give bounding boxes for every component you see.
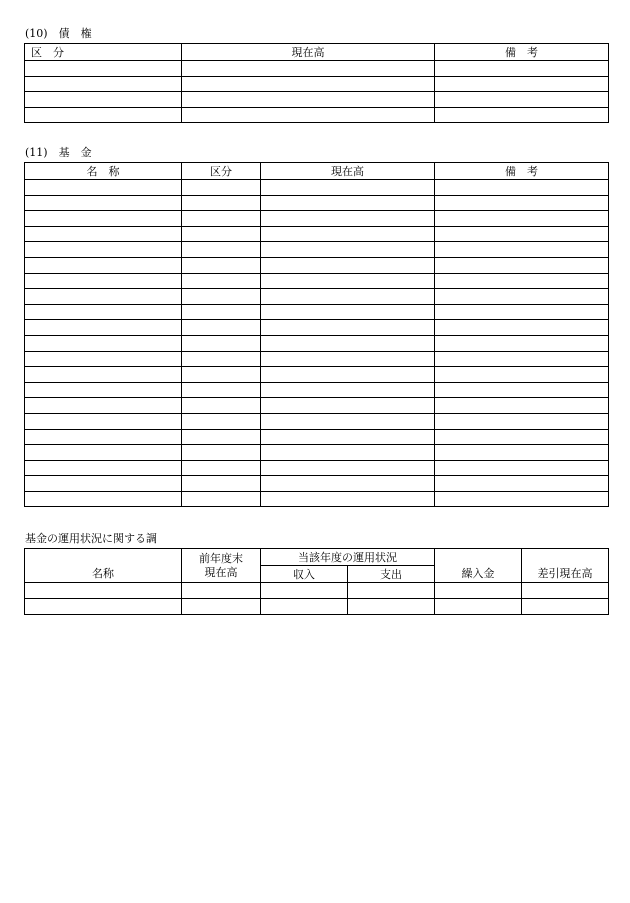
table-cell xyxy=(182,320,261,336)
table-cell xyxy=(261,289,435,305)
table-cell xyxy=(182,61,435,77)
table-cell xyxy=(435,320,609,336)
table-row xyxy=(25,61,609,77)
table-cell xyxy=(182,583,261,599)
table-cell xyxy=(261,583,348,599)
col-category: 区 分 xyxy=(25,44,182,61)
col-name: 名 称 xyxy=(25,163,182,180)
section-10-title: (10) 債 権 xyxy=(25,27,92,40)
table-cell xyxy=(261,599,348,615)
table-cell xyxy=(261,413,435,429)
table-cell xyxy=(182,460,261,476)
bonds-header-row xyxy=(25,44,609,61)
table-cell xyxy=(261,460,435,476)
bonds-table xyxy=(24,43,609,123)
table-cell xyxy=(261,304,435,320)
table-cell xyxy=(182,413,261,429)
table-cell xyxy=(25,351,182,367)
col-remarks: 備 考 xyxy=(435,163,609,180)
table-cell xyxy=(435,351,609,367)
col-current-status: 当該年度の運用状況 xyxy=(261,549,435,566)
table-cell xyxy=(182,257,261,273)
table-cell xyxy=(182,304,261,320)
table-cell xyxy=(25,429,182,445)
section-11-title: (11) 基 金 xyxy=(25,146,92,159)
table-cell xyxy=(261,351,435,367)
bonds-body xyxy=(25,61,609,123)
fund-status-body xyxy=(25,583,609,615)
table-cell xyxy=(261,242,435,258)
table-cell xyxy=(182,382,261,398)
col-balance: 差引現在高 xyxy=(522,549,609,583)
table-cell xyxy=(25,599,182,615)
table-cell xyxy=(25,382,182,398)
table-cell xyxy=(25,367,182,383)
table-cell xyxy=(25,226,182,242)
table-cell xyxy=(182,76,435,92)
table-cell xyxy=(182,476,261,492)
table-cell xyxy=(348,599,435,615)
table-cell xyxy=(261,257,435,273)
table-cell xyxy=(261,445,435,461)
table-cell xyxy=(435,382,609,398)
table-cell xyxy=(25,180,182,196)
table-cell xyxy=(261,367,435,383)
table-cell xyxy=(348,583,435,599)
table-cell xyxy=(25,273,182,289)
table-cell xyxy=(182,242,261,258)
table-cell xyxy=(25,92,182,108)
table-cell xyxy=(261,398,435,414)
table-cell xyxy=(25,61,182,77)
table-cell xyxy=(182,367,261,383)
table-cell xyxy=(435,61,609,77)
table-row xyxy=(25,257,609,273)
table-cell xyxy=(182,195,261,211)
table-cell xyxy=(25,195,182,211)
table-cell xyxy=(182,289,261,305)
table-cell xyxy=(25,476,182,492)
table-cell xyxy=(182,273,261,289)
table-row xyxy=(25,351,609,367)
table-cell xyxy=(25,257,182,273)
table-row xyxy=(25,398,609,414)
table-row xyxy=(25,76,609,92)
col-category: 区分 xyxy=(182,163,261,180)
fund-status-title: 基金の運用状況に関する調 xyxy=(25,532,157,545)
table-cell xyxy=(522,583,609,599)
table-cell xyxy=(435,211,609,227)
table-cell xyxy=(435,445,609,461)
table-cell xyxy=(435,583,522,599)
table-cell xyxy=(435,257,609,273)
table-row xyxy=(25,491,609,507)
col-transfer: 繰入金 xyxy=(435,549,522,583)
table-cell xyxy=(435,226,609,242)
table-row xyxy=(25,107,609,123)
table-row xyxy=(25,382,609,398)
table-cell xyxy=(25,107,182,123)
col-current-amount: 現在高 xyxy=(261,163,435,180)
funds-table xyxy=(24,162,609,507)
table-cell xyxy=(435,413,609,429)
table-cell xyxy=(25,335,182,351)
table-row xyxy=(25,226,609,242)
table-cell xyxy=(261,273,435,289)
table-cell xyxy=(261,320,435,336)
table-row xyxy=(25,476,609,492)
table-row xyxy=(25,460,609,476)
table-cell xyxy=(25,398,182,414)
table-cell xyxy=(25,289,182,305)
table-cell xyxy=(435,460,609,476)
table-row xyxy=(25,273,609,289)
table-row xyxy=(25,242,609,258)
table-row xyxy=(25,195,609,211)
table-cell xyxy=(25,242,182,258)
table-row xyxy=(25,304,609,320)
table-cell xyxy=(25,76,182,92)
table-cell xyxy=(435,476,609,492)
table-cell xyxy=(435,599,522,615)
col-current-amount: 現在高 xyxy=(182,44,435,61)
table-cell xyxy=(182,429,261,445)
table-cell xyxy=(182,398,261,414)
table-cell xyxy=(182,226,261,242)
table-cell xyxy=(435,92,609,108)
table-cell xyxy=(261,382,435,398)
col-income: 収入 xyxy=(261,566,348,583)
funds-header-row xyxy=(25,163,609,180)
table-row xyxy=(25,92,609,108)
table-cell xyxy=(182,351,261,367)
col-name: 名称 xyxy=(25,549,182,583)
table-row xyxy=(25,413,609,429)
fund-status-header-row-1 xyxy=(25,549,609,566)
table-cell xyxy=(435,76,609,92)
fund-status-table xyxy=(24,548,609,615)
table-cell xyxy=(25,460,182,476)
table-cell xyxy=(261,195,435,211)
table-row xyxy=(25,367,609,383)
table-cell xyxy=(435,195,609,211)
table-row xyxy=(25,429,609,445)
table-cell xyxy=(182,335,261,351)
table-cell xyxy=(182,180,261,196)
table-cell xyxy=(25,304,182,320)
table-cell xyxy=(435,335,609,351)
table-cell xyxy=(435,107,609,123)
table-cell xyxy=(435,273,609,289)
col-prev-year-end: 前年度末 現在高 xyxy=(182,549,261,583)
col-expense: 支出 xyxy=(348,566,435,583)
col-remarks: 備 考 xyxy=(435,44,609,61)
table-cell xyxy=(182,445,261,461)
table-row xyxy=(25,599,609,615)
funds-body xyxy=(25,180,609,507)
table-cell xyxy=(435,242,609,258)
table-cell xyxy=(182,599,261,615)
table-cell xyxy=(522,599,609,615)
table-cell xyxy=(261,211,435,227)
table-cell xyxy=(435,367,609,383)
table-cell xyxy=(435,491,609,507)
table-cell xyxy=(261,429,435,445)
table-row xyxy=(25,335,609,351)
table-cell xyxy=(261,180,435,196)
table-cell xyxy=(435,289,609,305)
table-row xyxy=(25,320,609,336)
table-cell xyxy=(261,335,435,351)
table-cell xyxy=(435,398,609,414)
table-cell xyxy=(182,211,261,227)
table-cell xyxy=(25,491,182,507)
table-row xyxy=(25,445,609,461)
table-cell xyxy=(25,320,182,336)
table-row xyxy=(25,289,609,305)
table-cell xyxy=(435,180,609,196)
table-cell xyxy=(261,226,435,242)
table-cell xyxy=(25,211,182,227)
table-cell xyxy=(261,491,435,507)
table-cell xyxy=(182,107,435,123)
table-cell xyxy=(261,476,435,492)
table-cell xyxy=(25,445,182,461)
table-cell xyxy=(25,583,182,599)
table-row xyxy=(25,211,609,227)
table-row xyxy=(25,180,609,196)
table-cell xyxy=(435,429,609,445)
table-cell xyxy=(182,491,261,507)
table-cell xyxy=(25,413,182,429)
table-cell xyxy=(182,92,435,108)
table-row xyxy=(25,583,609,599)
table-cell xyxy=(435,304,609,320)
